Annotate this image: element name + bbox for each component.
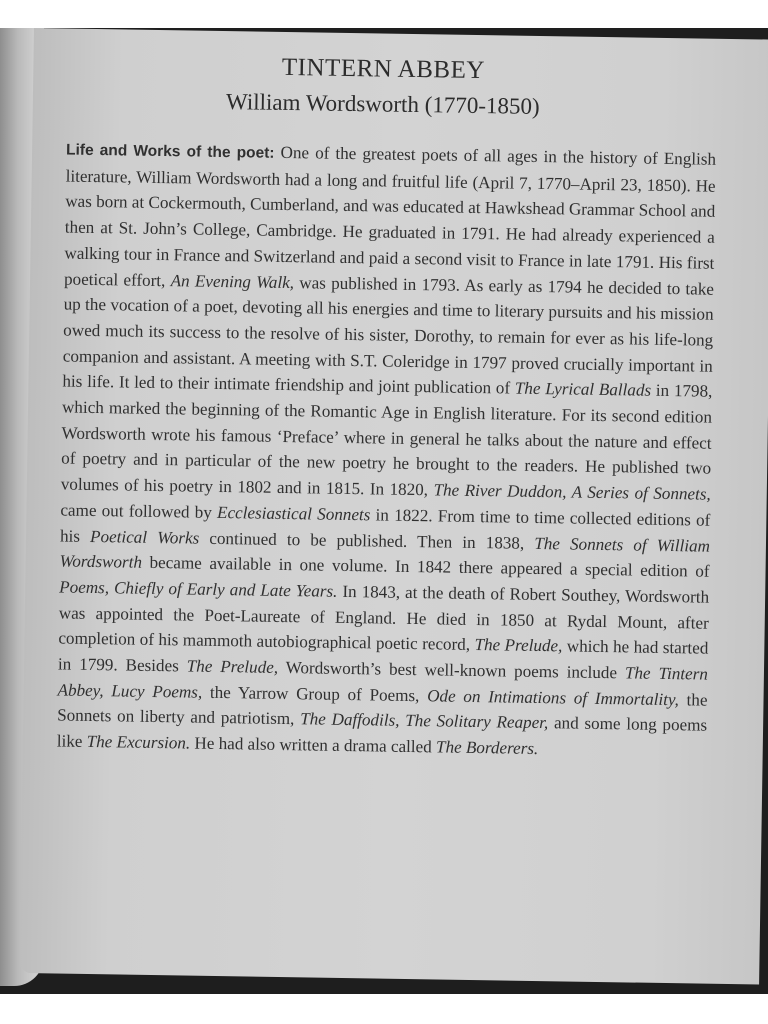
work-title: Poetical Works xyxy=(89,526,200,548)
book-photo xyxy=(0,28,768,994)
body-text-run: continued to be published. Then in 1838, xyxy=(199,528,535,553)
body-text-run: came out followed by xyxy=(60,500,218,522)
work-title: The Prelude, xyxy=(474,635,563,656)
work-title: The Excursion. xyxy=(86,732,191,753)
body-text-run: In 1843, at the death of Robert Southey, Wordsworth was appointed the Poet-Laureate of England. He died in 1850 at Rydal Mount, after completion of his mammoth autobiographical poetic record, xyxy=(58,581,710,655)
body-text-run: Wordsworth’s best well-known poems include xyxy=(277,657,626,683)
work-title: Ecclesiastical Sonnets xyxy=(216,502,371,525)
body-text-run: the Yarrow Group of Poems, xyxy=(202,682,428,706)
biography-paragraph xyxy=(57,137,717,765)
work-title: Poems, Chiefly of Early and Late Years. xyxy=(59,577,338,601)
body-text-run: the Sonnets on liberty and patriotism, xyxy=(57,689,708,729)
body-text-run: He had also written a drama called xyxy=(190,733,437,757)
work-title: The Borderers. xyxy=(435,737,539,759)
work-title: The Sonnets of William Wordsworth xyxy=(59,533,711,573)
body-text-run: in 1822. From time to time collected editions of his xyxy=(59,505,711,546)
book-page xyxy=(19,28,768,985)
body-text-run: was published in 1793. As early as 1794 he decided to take up the vocation of a poet, devoting all his energies and time to literary pursuits and his mission owed much its success to the resolve of his sister, Dorothy, to remain for ever as his life-long companion and assistant. A meeting with S.T. Coleridge in 1797 proved crucially important in his life. It led to their intimate friendship and joint publication of xyxy=(62,272,715,398)
body-text-run: One of the greatest poets of all ages in the history of English literature, William Wordsworth had a long and fruitful life (April 7, 1770–April 23, 1850). He was born at Cockermouth, Cumberland, and was educated at Hawkshead Grammar School and then at St. John’s College, Cambridge. He graduated in 1791. He had already experienced a walking tour in France and Switzerland and paid a second visit to France in late 1791. His first poetical effort, xyxy=(63,142,717,290)
work-title: An Evening Walk, xyxy=(170,270,295,292)
work-title: The Daffodils, The Solitary Reaper, xyxy=(300,709,549,733)
biography-body xyxy=(57,143,717,758)
body-text-run: became available in one volume. In 1842 there appeared a special edition of xyxy=(141,553,710,581)
author-heading: William Wordsworth (1770-1850) xyxy=(225,89,540,119)
body-text-run: and some long poems like xyxy=(56,713,708,752)
work-title: The Tintern Abbey, Lucy Poems, xyxy=(57,663,709,702)
work-title: The Prelude, xyxy=(186,656,279,677)
body-text-run: in 1798, which marked the beginning of the Romantic Age in English literature. For its second edition Wordsworth wrote his famous ‘Preface’ where in general he talks about the nature and effect of poetry and in particular of the new poetry he brought to the readers. He published two volumes of his poetry in 1802 and in 1815. In 1820, xyxy=(60,381,713,500)
work-title: The River Duddon, A Series of Sonnets, xyxy=(433,480,711,504)
work-title: Ode on Intimations of Immortality, xyxy=(427,686,680,709)
section-lead-label: Life and Works of the poet: xyxy=(65,141,275,162)
work-title: The Lyrical Ballads xyxy=(514,378,652,401)
body-text-run: which he had started in 1799. Besides xyxy=(57,636,709,676)
page-title: TINTERN ABBEY xyxy=(281,53,486,85)
